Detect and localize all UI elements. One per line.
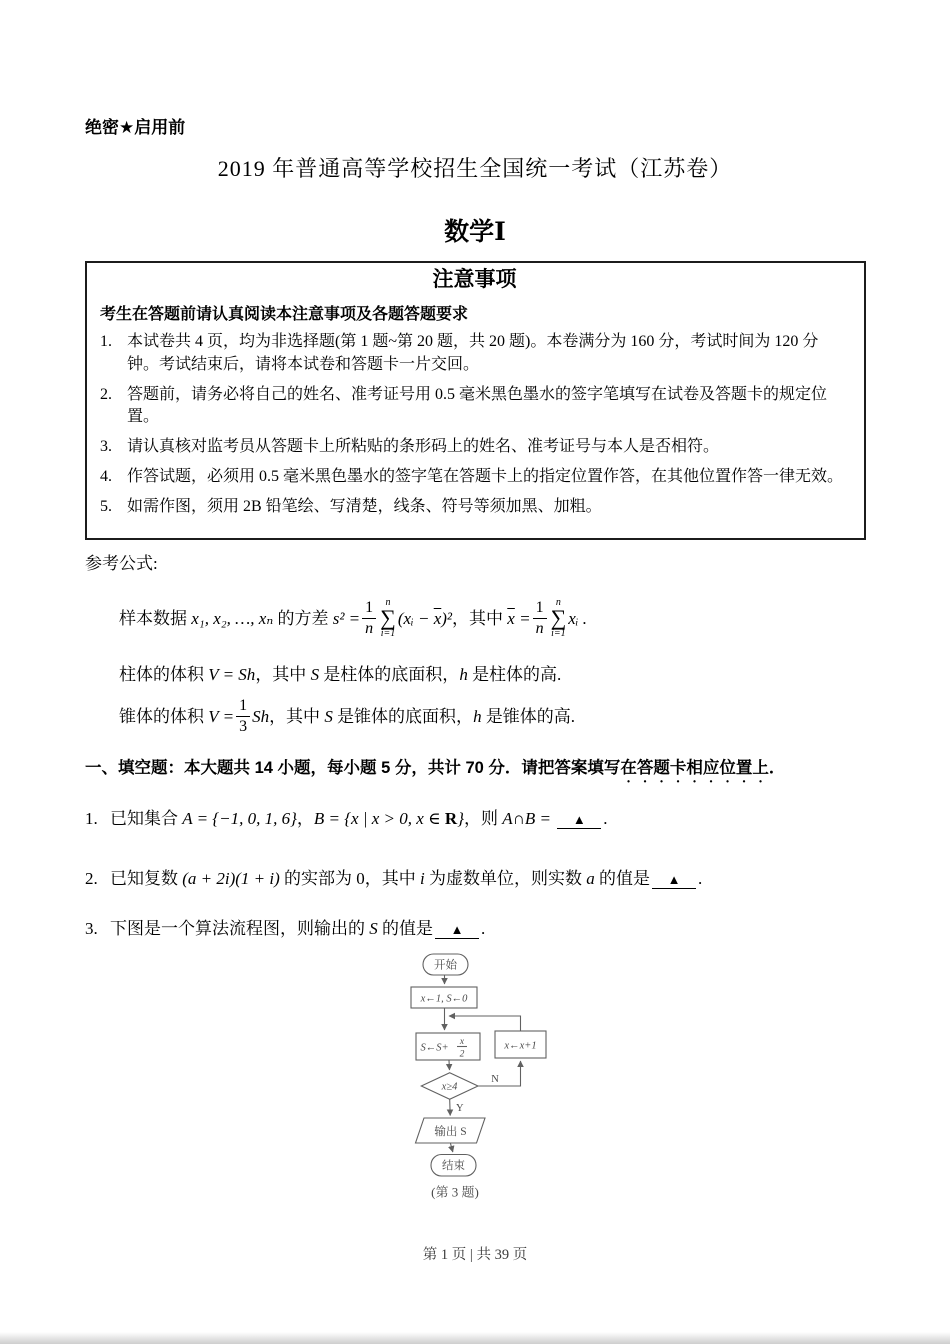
math-token: S (324, 707, 333, 726)
flow-accumulate-frac-num: x (459, 1037, 465, 1047)
math-token: (xᵢ − (397, 609, 434, 628)
math-token: 锥体的体积 (119, 707, 209, 726)
math-token: 柱体的体积 (119, 665, 209, 684)
notice-item-text: 答题前，请务必将自己的姓名、准考证号用 0.5 毫米黑色墨水的签字笔填写在试卷及答题卡的规定位置。 (127, 385, 828, 426)
math-token: = (514, 609, 531, 628)
math-token: A∩B = (502, 809, 556, 828)
subject-title: 数学Ⅰ (444, 219, 506, 246)
math-token: xᵢ . (568, 609, 587, 628)
flow-init-label: x←1, S←0 (420, 993, 468, 1005)
notice-subtitle: 考生在答题前请认真阅读本注意事项及各题答题要求 (100, 306, 469, 324)
math-token: s² = (332, 609, 361, 628)
question3-flowchart (383, 946, 615, 1204)
flow-arrow (451, 1144, 453, 1153)
fraction (362, 600, 376, 637)
sigma-symbol: ∑ (550, 604, 567, 630)
math-token: Sh (252, 707, 270, 726)
math-token: h (459, 665, 468, 684)
math-token: 是锥体的底面积， (332, 707, 474, 726)
fraction (236, 698, 250, 735)
notice-item-5 (100, 496, 849, 519)
math-token: )² (441, 609, 453, 628)
figure-caption: (第 3 题) (431, 1184, 479, 1200)
flow-start-label: 开始 (434, 959, 457, 972)
question-text: 已知集合 (110, 809, 183, 828)
question-text: 的值是 (594, 869, 651, 888)
flow-output-label: 输出 S (434, 1126, 467, 1138)
math-token: 1 (236, 698, 250, 717)
summation (380, 598, 396, 639)
math-token: a (586, 869, 595, 888)
notice-item-number: 3. (100, 438, 112, 456)
notice-item-2 (100, 384, 849, 429)
math-token: V = (208, 707, 235, 726)
question-text: . (603, 809, 608, 828)
math-token: 是柱体的高. (467, 665, 562, 684)
math-token: i (420, 869, 425, 888)
sigma-symbol: ∑ (380, 604, 396, 630)
question-text: ， (296, 809, 314, 828)
answer-blank: ▲ (557, 813, 601, 829)
exam-title: 2019 年普通高等学校招生全国统一考试（江苏卷） (217, 156, 733, 181)
flow-condition-label: x≥4 (441, 1081, 458, 1093)
notice-item-text: 作答试题，必须用 0.5 毫米黑色墨水的签字笔在答题卡上的指定位置作答，在其他位置作答一律无效。 (127, 467, 844, 485)
flow-no-branch-arrow (478, 1061, 521, 1086)
notice-title: 注意事项 (432, 268, 517, 291)
math-token: (a + 2i)(1 + i) (182, 869, 280, 888)
question-text: 的值是 (377, 919, 433, 938)
page-footer: 第 1 页 | 共 39 页 (422, 1247, 528, 1263)
section-heading-emphasized: 在答题卡相应位置上 (620, 759, 769, 777)
math-token: 3 (239, 717, 248, 735)
math-token: V = Sh (208, 665, 256, 684)
math-token: h (473, 707, 482, 726)
math-token: i=1 (551, 627, 566, 639)
notice-item-number: 5. (100, 497, 112, 515)
notice-box (85, 261, 866, 540)
flow-feedback-arrow (449, 1016, 521, 1031)
question-2 (85, 864, 702, 889)
notice-item-number: 1. (100, 333, 112, 351)
question-1 (85, 804, 608, 829)
math-token: B = {x | x > 0, x ∈ (313, 809, 445, 828)
notice-item-4 (100, 466, 849, 489)
question-number: 3. (85, 919, 98, 938)
question-text: . (698, 869, 703, 888)
question-text: 下图是一个算法流程图，则输出的 (110, 919, 370, 938)
section-fill-in-heading (85, 754, 785, 786)
math-token: $\overline{x}$ (433, 609, 442, 628)
answer-blank: ▲ (435, 923, 479, 939)
question-text: 的实部为 0，其中 (279, 869, 421, 888)
flow-label-y: Y (456, 1103, 464, 1114)
math-token: 1 (533, 600, 547, 619)
fraction (533, 600, 547, 637)
flow-accumulate-frac-den: 2 (459, 1049, 465, 1060)
notice-item-1 (100, 331, 849, 376)
math-token: $\overline{x}$ (507, 609, 515, 628)
reference-formulas-label: 参考公式: (85, 554, 158, 573)
scan-shadow (0, 1332, 950, 1344)
question-text: 为虚数单位，则实数 (424, 869, 587, 888)
math-token: ，其中 (255, 665, 311, 684)
variance-formula (119, 594, 587, 644)
math-token: n (365, 619, 374, 637)
flow-label-n: N (491, 1074, 499, 1085)
question-text: . (481, 919, 486, 938)
math-token: } (457, 809, 464, 828)
math-token: i=1 (380, 627, 396, 639)
notice-item-text: 请认真核对监考员从答题卡上所粘贴的条形码上的姓名、准考证号与本人是否相符。 (127, 438, 720, 456)
notice-item-text: 如需作图，须用 2B 铅笔绘、写清楚，线条、符号等须加黑、加粗。 (127, 497, 602, 515)
summation (551, 598, 567, 639)
question-number: 1. (85, 809, 98, 828)
math-token: 是柱体的底面积， (319, 665, 460, 684)
flow-yes-branch-arrow (450, 1100, 451, 1116)
answer-blank: ▲ (652, 873, 696, 889)
flow-end-label: 结束 (442, 1160, 465, 1172)
security-marking: 绝密★启用前 (85, 118, 186, 137)
flow-increment-label: x←x+1 (504, 1040, 537, 1052)
math-token: S (310, 665, 320, 684)
math-token: n (555, 596, 561, 608)
question-3 (85, 914, 485, 939)
math-token: 1 (362, 600, 376, 619)
math-token: ，其中 (452, 609, 508, 628)
notice-item-text: 本试卷共 4 页，均为非选择题(第 1 题~第 20 题，共 20 题)。本卷满分为 160 分，考试时间为 120 分钟。考试结束后，请将本试卷和答题卡一片交回。 (127, 333, 819, 373)
notice-item-number: 2. (100, 385, 112, 403)
section-heading-text: 一、填空题：本大题共 14 小题，每小题 5 分，共计 70 分．请把答案填写 (85, 759, 621, 777)
math-token: n (535, 619, 544, 637)
math-token: A = {−1, 0, 1, 6} (182, 809, 297, 828)
notice-item-3 (100, 436, 849, 459)
real-set-symbol: R (444, 809, 458, 828)
flow-arrow (449, 1061, 450, 1071)
question-text: ，则 (464, 809, 503, 828)
question-text: 已知复数 (110, 869, 183, 888)
cone-volume-formula (119, 695, 575, 739)
cylinder-volume-formula (119, 663, 561, 687)
question-number: 2. (85, 869, 98, 888)
math-token: S (369, 919, 378, 938)
math-token: 样本数据 (119, 609, 192, 628)
math-token: n (385, 596, 391, 608)
math-token: ，其中 (269, 707, 325, 726)
math-token: x₁, x₂, …, xₙ (191, 609, 274, 628)
section-heading-text: ． (768, 759, 786, 777)
flow-accumulate-label: S←S+ (420, 1042, 449, 1054)
notice-item-number: 4. (100, 467, 112, 485)
math-token: 的方差 (273, 609, 333, 628)
math-token: 是锥体的高. (481, 707, 576, 726)
